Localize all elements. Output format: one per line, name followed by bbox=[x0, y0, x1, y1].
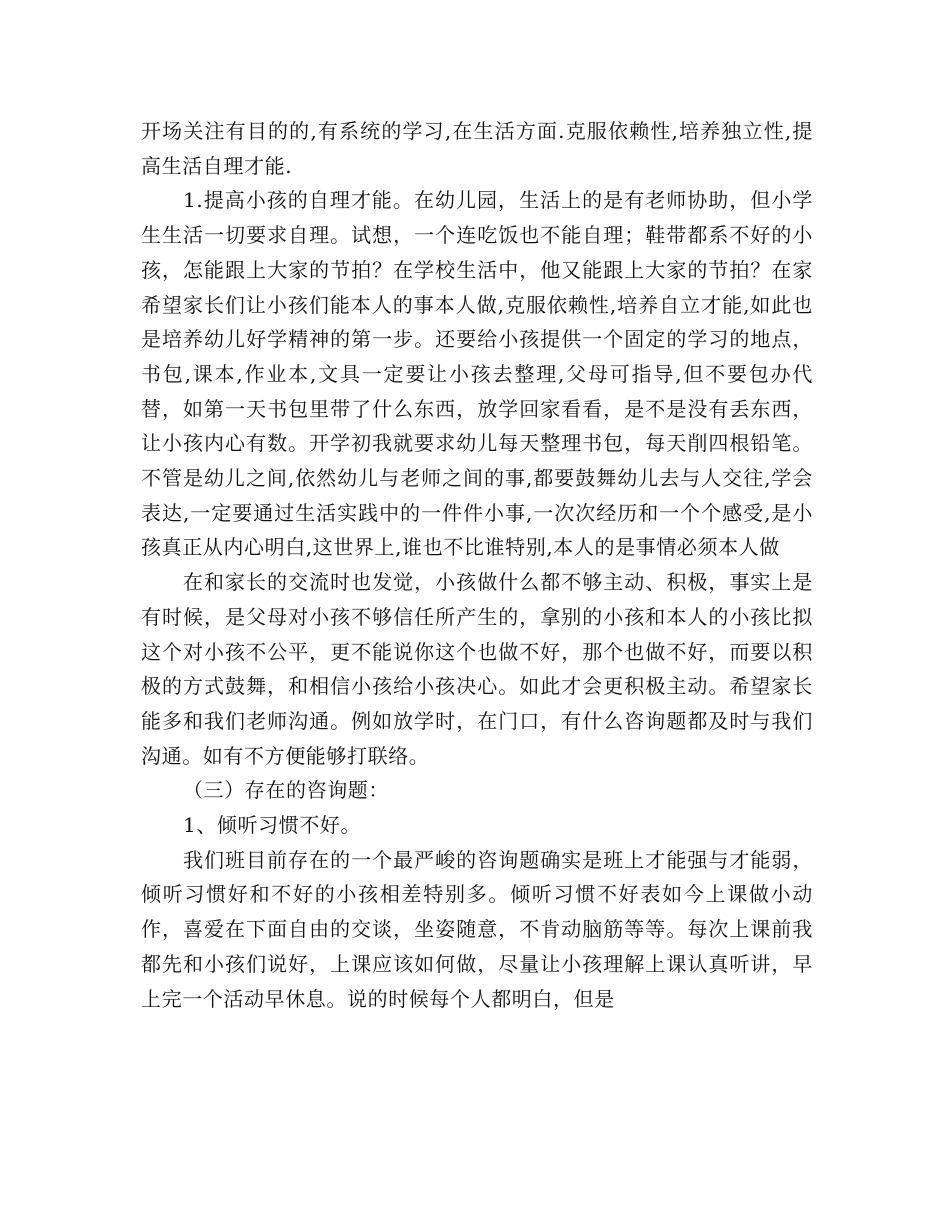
paragraph-parent-communication: 在和家长的交流时也发觉，小孩做什么都不够主动、积极，事实上是有时候，是父母对小孩不够信任所产生的，拿别的小孩和本人的小孩比拟这个对小孩不公平，更不能说你这个也做不好，那个也做不好，而要以积极的方式鼓舞，和相信小孩给小孩决心。如此才会更积极主动。希望家长能多和我们老师沟通。例如放学时，在门口，有什么咨询题都及时与我们沟通。如有不方便能够打联络。 bbox=[141, 570, 813, 768]
document-body bbox=[141, 114, 813, 1016]
paragraph-listening-habits: 我们班目前存在的一个最严峻的咨询题确实是班上才能强与才能弱，倾听习惯好和不好的小孩相差特别多。倾听习惯不好表如今上课做小动作，喜爱在下面自由的交谈，坐姿随意，不肯动脑筋等等。每次上课前我都先和小孩们说好，上课应该如何做，尽量让小孩理解上课认真听讲，早上完一个活动早休息。说的时候每个人都明白，但是 bbox=[141, 847, 813, 1011]
paragraph-continuation: 开场关注有目的的,有系统的学习,在生活方面.克服依赖性,培养独立性,提高生活自理才能. bbox=[141, 119, 813, 178]
paragraph-self-care: 1.提高小孩的自理才能。在幼儿园，生活上的是有老师协助，但小学生生活一切要求自理。试想，一个连吃饭也不能自理；鞋带都系不好的小孩，怎能跟上大家的节拍？在学校生活中，他又能跟上大家的节拍？在家希望家长们让小孩们能本人的事本人做,克服依赖性,培养自立才能,如此也是培养幼儿好学精神的第一步。还要给小孩提供一个固定的学习的地点，书包,课本,作业本,文具一定要让小孩去整理,父母可指导,但不要包办代替，如第一天书包里带了什么东西，放学回家看看，是不是没有丢东西，让小孩内心有数。开学初我就要求幼儿每天整理书包，每天削四根铅笔。不管是幼儿之间,依然幼儿与老师之间的事,都要鼓舞幼儿去与人交往,学会表达,一定要通过生活实践中的一件件小事,一次次经历和一个个感受,是小孩真正从内心明白,这世界上,谁也不比谁特别,本人的是事情必须本人做 bbox=[141, 188, 813, 560]
subheading-listening-habits: 1、倾听习惯不好。 bbox=[183, 813, 362, 838]
section-heading-problems: （三）存在的咨询题： bbox=[183, 778, 389, 803]
